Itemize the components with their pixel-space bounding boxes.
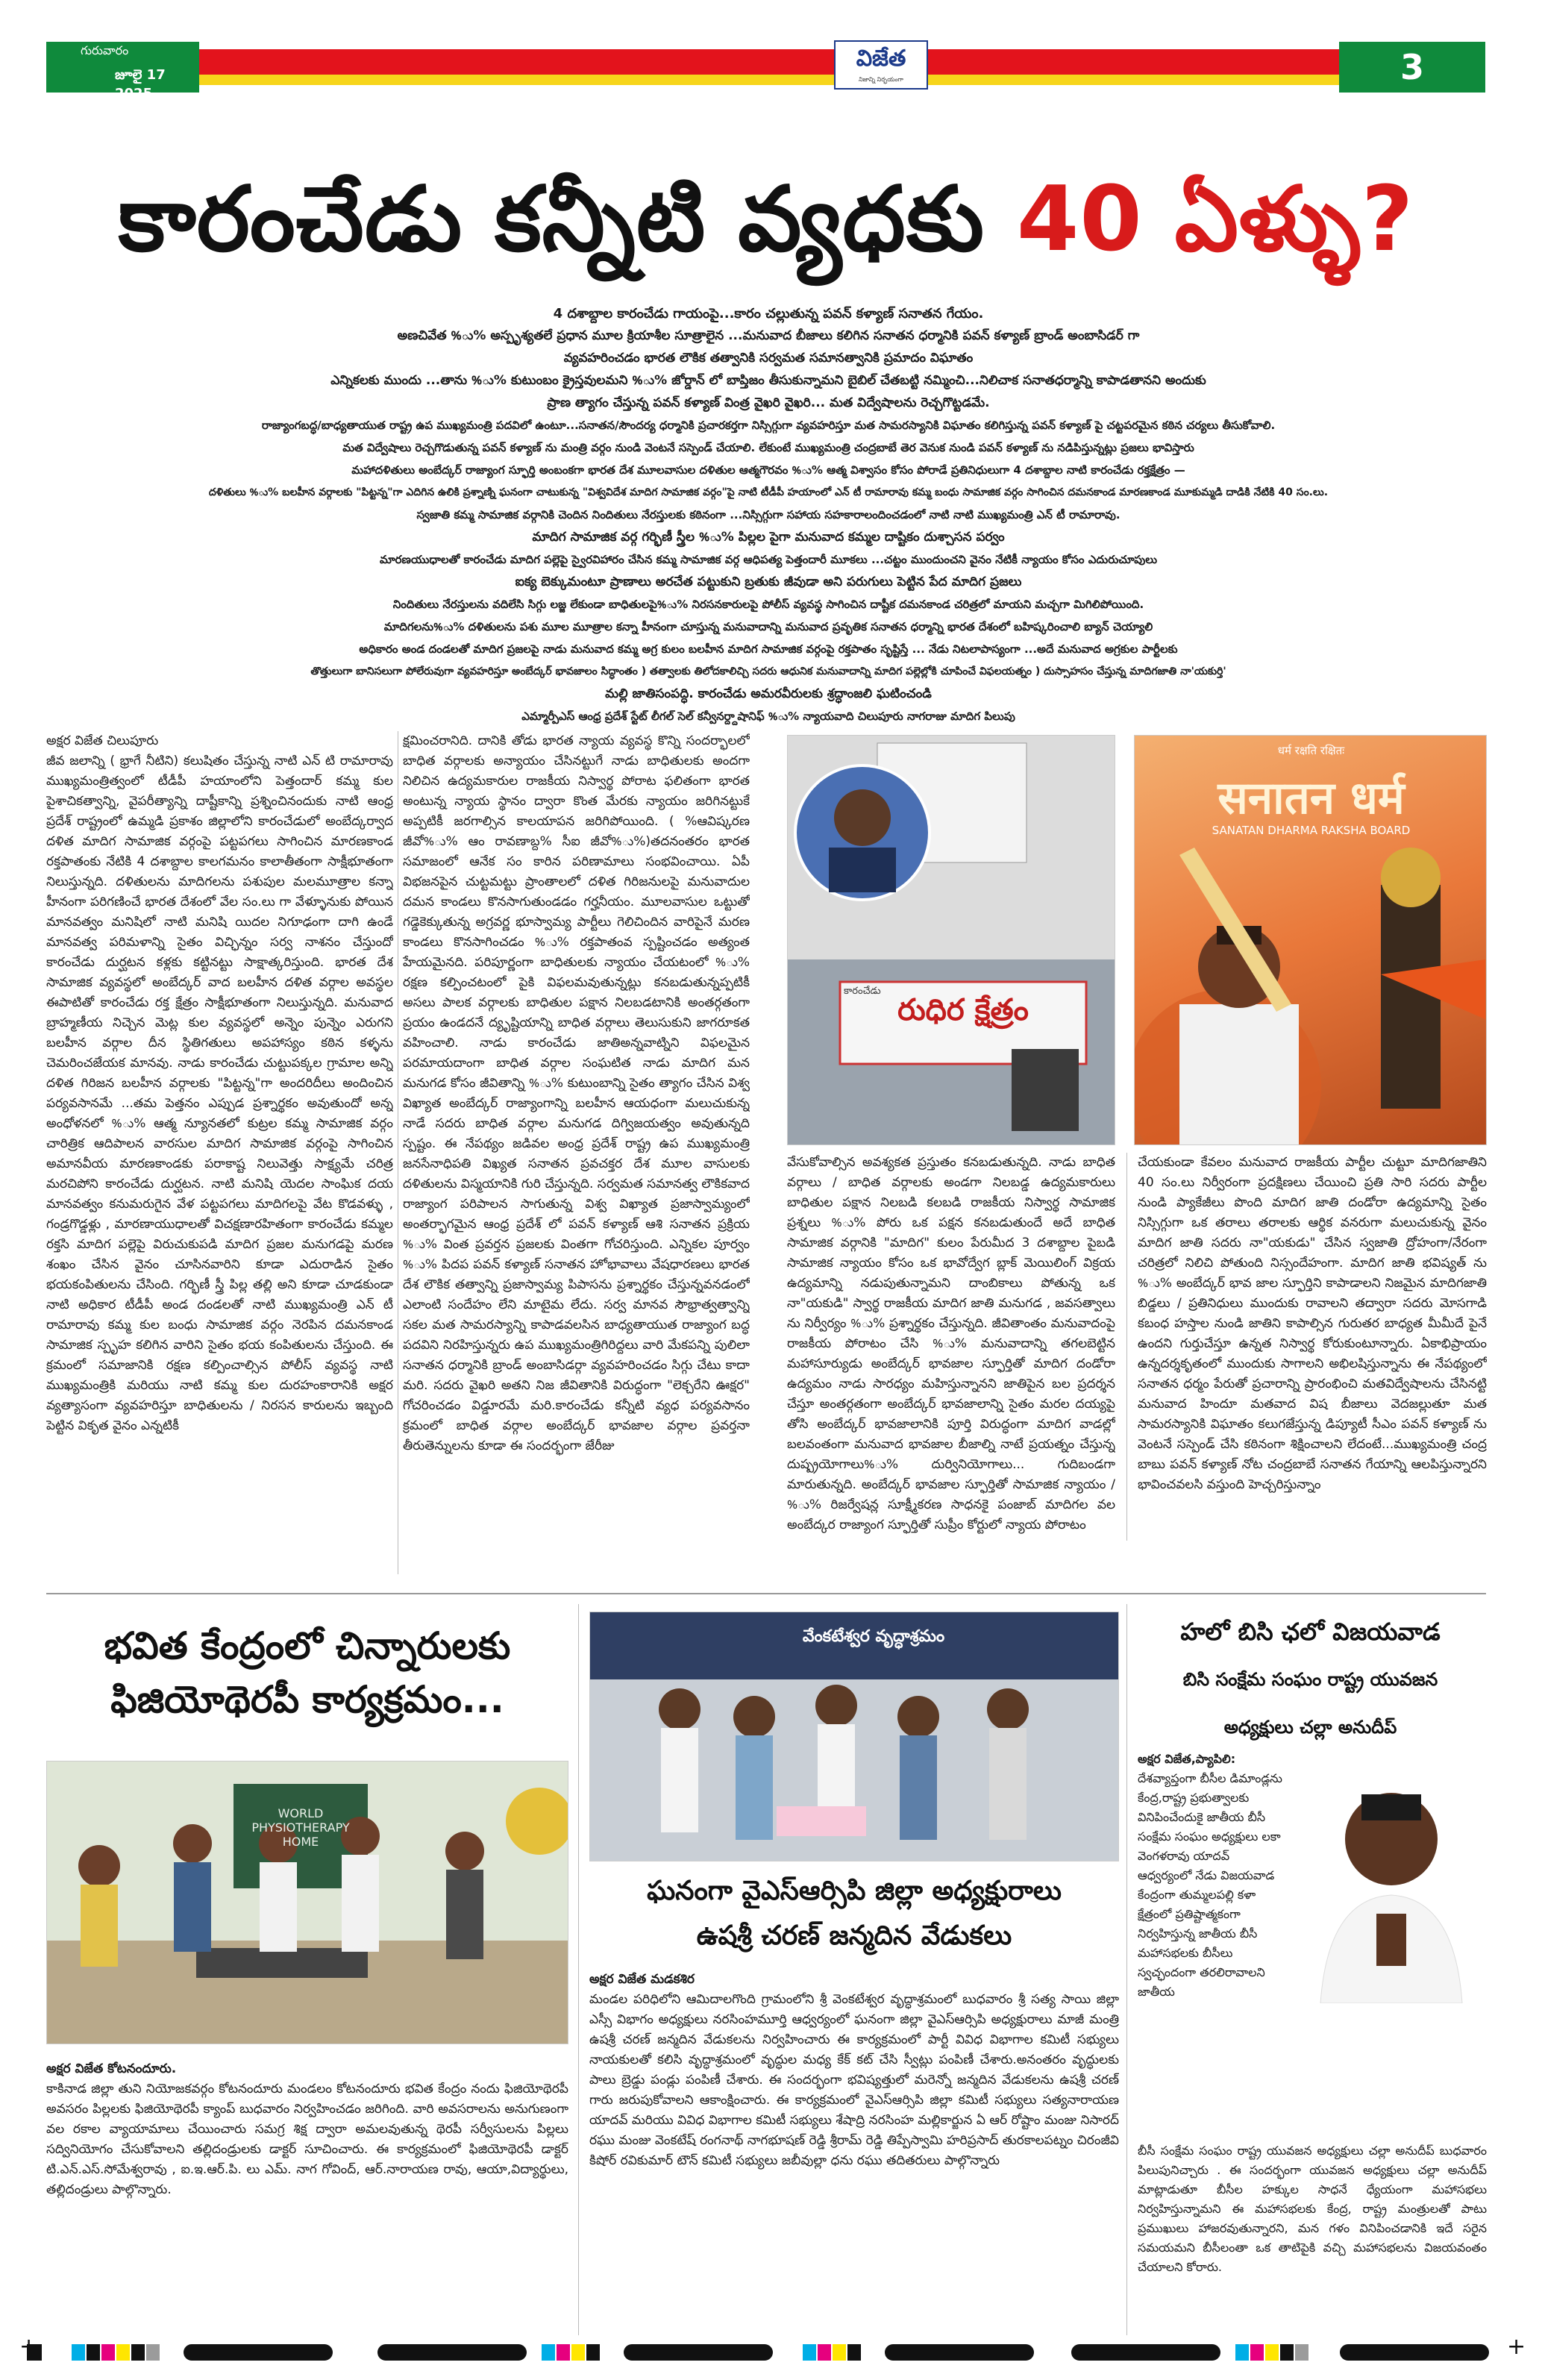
header-date-block: [46, 42, 199, 101]
main-article-col-1: అక్షర విజేత చిలుపూరు జీవ జలాన్ని ( భ్రాగే నీటిని) కలుషితం చేస్తున్న నాటి ఎన్ టి రామారావు ముఖ్యమంత్రిత్వంలో టీడీపీ హయాంలోని పెత్తందార్ కమ్మ కుల పైశాచికత్వాన్ని, వైపరీత్యాన్ని దాష్టీకాన్ని ప్రశ్నించినందుకు నాటి ఆంధ్ర ప్రదేశ్ రాష్ట్రంలో ఉమ్మడి ప్రకాశం జిల్లాలోని కారంచేడులో అంబేద్కర్వాద దళిత మాదిగ సామాజిక వర్గంపై పట్టపగలు సాగించిన మారణకాండ రక్తపాతంకు నేటికి 4 దశాబ్దాల కాలగమనం కాలాతీతంగా సాక్షీభూతంగా నిలుస్తున్నది. దళితులను మాదిగలను పశుపుల మలమూత్రాల కన్నా హీనంగా పరిగణించే భారత దేశంలో వేల సం.లు గా వేళ్ళూనుకు పోయిన మానవత్వం మనిషిలో నాటి మనిషి యిదల నిగూఢంగా దాగి ఉండే మానవత్వ పరిమళాన్ని సైతం విచ్ఛిన్నం సర్వ నాశనం చేస్తుందో కారంచేడు దుర్ఘటన కళ్లకు కట్టినట్టు సాక్షాత్కరిస్తుంది. భారత దేశ సామాజిక వ్యవస్థలో అంబేద్కర్ వాద బలహీన దళిత వర్గాల అవస్థల ఈపాటితో కారంచేడు రక్త క్షేత్రం సాక్షీభూతంగా నిలుస్తున్నది. మనువాద బ్రాహ్మణీయ నిచ్చెన మెట్ల కుల వ్యవస్థలో అన్నెం పున్నెం ఎరుగని బలహీన వర్గాల దీన స్థితిగతులు అపహాస్యం కఠిన కళ్ళను చెమరించజేయక మానవు. నాడు కారంచేడు చుట్టుపక్కల గ్రామాల అన్ని దళిత గిరిజన బలహీన వర్గాలకు "పిట్టన్న"గా అందరిదీలు అందించిన పర్యవసానమే ...తమ పెత్తనం ఎప్పుడ ప్రశ్నార్థకం అవుతుందో అన్న అంధోళనలో %ు% ఆత్మ న్యూనతలో కుట్రల కమ్మ సామాజిక వర్గం చారిత్రిక ఆదిపాలన వారసుల మాదిగ సామాజిక వర్గంపై సాగించిన అమానవీయ మారణకాండకు పరాకాష్ట నిలువెత్తు సాక్ష్యమే చరిత్ర మరచిపోని కారంచేడు దుర్ఘటన. నాటి మనిషి యెదల సాంఘిక దయ మానవత్వం కనుమరుగైన వేళ పట్టపగలు మాదిగలపై వేట కొడవళ్ళు , గండ్రగొడ్డళ్లు , మారణాయుధాలతో విచక్షణారహితంగా కారంచేడు కమ్మల రక్తసి మాదిగ పల్లెపై విరుచుకుపడి మాదిగ ప్రజల మనుగడపై మరణ శంఖం చేసిన వైనం చూసినవారిని కూడా ఎదురాడిన సైతం భయకంపితులను చేసింది. గర్భిణీ స్త్రీ పిల్ల తల్లి అని కూడా చూడకుండా నాటి అధికార టీడీపీ అండ దండలతో నాటి ముఖ్యమంత్రి ఎన్ టీ రామారావు కమ్మ కుల బంధు సామాజిక వర్గం నెరపిన దమనకాండ సామాజిక స్పృహ కలిగిన వారిని సైతం భయ కంపితులను చేస్తుంది. ఈ క్రమంలో సమాజానికి రక్షణ కల్పించాల్సిన పోలీస్ వ్యవస్థ నాటి ముఖ్యమంత్రికి మరియు నాటి కమ్మ కుల దురహంకారానికి అక్షర వ్యత్యాసంగా వ్యవహరిస్తూ బాధితులను / నిరసన కారులను ఇబ్బంది పెట్టిన వికృత వైనం ఎన్నటికీ: [46, 733, 393, 1433]
page-number: 3: [1339, 42, 1485, 93]
bc-headline-line-2: బిసి సంక్షేమ సంఘం రాష్ట్ర యువజన: [1182, 1669, 1438, 1690]
physio-headline-line-2: ఫిజియోథెరపీ కార్యక్రమం...: [110, 1678, 504, 1721]
memorial-illustration: [788, 736, 1115, 1145]
masthead-tagline: నిజాన్ని నిర్భయంగా: [859, 76, 903, 83]
bc-headline: [1134, 1608, 1487, 1751]
deck-line: వ్యవహరించడం భారత లౌకిక తత్వానికి సర్వమత సమానత్వానికి ప్రమాదం విఘాతం: [563, 351, 974, 366]
headline-black-part: కారంచేడు కన్నీటి వ్యధకు: [118, 168, 985, 272]
deck-line: అధికారం అండ దండలతో మాదిగ ప్రజలపై నాడు మనువాద కమ్మ అగ్ర కులం బలహీన మాదిగ సామాజిక వర్గంపై రక్తపాతం సృష్టిస్తే ... నేడు నిటలాపాస్యంగా ...అదే మనువాద అగ్రకుల పార్టీలకు: [359, 642, 1178, 656]
deck-line: మాదిగలను%ు% దళితులను పశు మూల మూత్రాల కన్నా హీనంగా చూస్తున్న మనువాదాన్ని మనువాద ప్రవృతిక సనాతన ధర్మాన్ని భారత దేశంలో బహిష్కరించాలి బ్యాన్ చెయ్యాలి: [383, 620, 1153, 633]
section-rule: [46, 1593, 1486, 1594]
deck-line: స్వజాతి కమ్మ సామాజిక వర్గానికి చెందిన నిందితులు నేరస్తులకు కఠినంగా ...నిస్సిగ్గుగా సహాయ సహకారాలందించడంలో నాటి నాటి ముఖ్యమంత్రి ఎన్ టీ రామారావు.: [416, 508, 1121, 522]
birthday-headline-line-2: ఉషశ్రీ చరణ్ జన్మదిన వేడుకలు: [696, 1920, 1012, 1951]
birthday-photo: [589, 1612, 1119, 1861]
deck-line: 4 దశాబ్దాల కారంచేడు గాయంపై...కారం చల్లుతున్న పవన్ కళ్యాణ్ సనాతన గేయం.: [553, 306, 984, 322]
print-registration-bar: [27, 2344, 1515, 2361]
main-article-col-4: చేయకుండా కేవలం మనువాద రాజకీయ పార్టీల చుట్టూ మాదిగజాతిని 40 సం.లు నిర్వీరంగా ప్రదక్షిణలు చేయించి ప్రతి సారి సదరు పార్టీల నుండి ప్యాకేజీలు పొంది మాదిగ జాతి దండోరా ఉద్యమాన్ని సైతం నిస్సిగ్గుగా ఒక తరాలు తరాలకు ఆర్థిక వనరుగా మలుచుకున్న వైనం మాదిగ జాతి సదరు నా"యకుడు" చేసిన స్వజాతి ద్రోహంగా/నేరంగా చరిత్రలో నిలిచి పోతుంది నిస్సందేహంగా. మాదిగ జాతి భవిష్యత్ ను %ు% అంబేద్కర్ భావ జాల స్ఫూర్తిని కాపాడాలని నిజమైన మాదిగజాతి బిడ్డలు / ప్రతినిధులు ముందుకు రావాలని తద్వారా సదరు మోసగాడి కబంధ హస్తాల నుండి జాతిని కాపాల్సిన గురుతర బాధ్యత మీమీదే పైనే ఉందని గుర్తుచేస్తూ ఉన్నత నిస్వార్థ కోరుకుంటూన్నారు. ఏకాభిప్రాయం ఉన్నదర్శకృతంలో ముందుకు సాగాలని అభిలషిస్తున్నాను ఈ నేపథ్యంలో సనాతన ధర్మం పేరుతో ప్రచారాన్ని ప్రారంభించి మతవిద్వేషాలను చేసినట్టి మనువాద హిందూ మతవాద విష బీజాలు వెదజల్లుతూ మత సామరస్యానికి విఘాతం కలుగజేస్తున్న డిప్యూటీ సీఎం పవన్ కళ్యాణ్ ను వెంటనే సస్పెండ్ చేసి కఠినంగా శిక్షించాలని లేదంటే...ముఖ్యమంత్రి చంద్ర బాబు పవన్ కళ్యాణ్ నోట చంద్రబాబే సనాతన గేయాన్ని ఆలపిస్తున్నారని భావించవలసి వస్తుంది హెచ్చరిస్తున్నాం: [1138, 1155, 1487, 1492]
deck-line: మాదిగ సామాజిక వర్గ గర్భిణీ స్త్రీల %ు% పిల్లల పైగా మనువాద కమ్మల దాష్టికం దుశ్చాసన పర్వం: [532, 530, 1005, 545]
main-article-col-2: క్షమించరానిది. దానికి తోడు భారత న్యాయ వ్యవస్థ కొన్ని సందర్భాలలో బాధిత వర్గాలకు అన్యాయం చేసినట్టుగే నాడు బాధితులకు అందగా నిలిచిన ఉద్యమకారుల రాజకీయ నిస్వార్థ పోరాట ఫలితంగా భారత అంటున్న న్యాయ స్థానం ద్వారా కొంత మేరకు న్యాయం జరిగినట్టుకే అప్పటికీ జరగాల్సిన కాలయాపన జరిగిపోయింది. ( %ఆవిష్కరణ జీవో%ు% ఆం రావణాబ్ద% సీఐ జీవో%ు%)తదనంతరం భారత సమాజంలో ఆనేక సం కారిన పరిణామాలు సంభవించాయి. ఏపీ విభజనపైన చుట్టమట్టు ప్రాంతాలలో దళిత గిరిజనులపై మనువాదుల దమన కాండలు కొనసాగుతుండడం గర్హనీయం. మూలవాసుల ఒట్టుతో గడ్డెకెక్కుతున్న అగ్రవర్ణ భూస్వామ్య పార్టీలు గెలిచిందిన వారిపైనే మరణ కాండలు కొనసాగించడం %ు% రక్తపాతంవ స్పష్టించడం అత్యంత హేయమైనది. పరిపూర్ణంగా బాధితులకు న్యాయం చేయటంలో %ు% రక్షణ కల్పించటంలో పైకి విఫలమవుతున్నట్లు కనబడుతున్నప్పటికీ అసలు పాలక వర్గాలకు బాధితుల పక్షాన నిలబడటానికి అంతర్గతంగా ప్రయం ఉండదనే ద్యృష్టియాన్ని బాధిత వర్గాలు తెలుసుకుని జాగరూకత వహించాలి. నాడు కారంచేడు జాతిఅన్నవాట్నిని విఫలమైన పరమాయదాంగా బాధిత వర్గాల సంఘటిత నాడు మాదిగ మన మనుగడ కోసం జీవితాన్ని %ు% కుటుంబాన్ని సైతం త్యాగం చేసిన విశ్వ విఖ్యాత అంబేద్కర్ రాజ్యాంగాన్ని బలహీన ఆయధంగా మలుచుకున్న నాడే సదరు బాధిత వర్గాల మనుగడ దిగ్విజయత్వం అవుతున్నది స్పష్టం. ఈ నేపథ్యం జడివల అంధ్ర ప్రదేశ్ రాష్ట్ర ఉప ముఖ్యమంత్రి జనసేనాధిపతి విఖ్యత సనాతన ప్రవచక్తర దేశ మూల వాసులకు దళితులను విస్మయానికి గురి చేస్తున్నది. సర్వమత సమానత్వ లౌకికవాద రాజ్యాంగ పరిపాలన సాగుతున్న విశ్వ విఖ్యాత ప్రజాస్వామ్యంలో అంతర్భాగమైన ఆంధ్ర ప్రదేశ్ లో పవన్ కళ్యాణ్ ఆశి సనాతన ప్రక్రియ %ు% వింత ప్రవర్తన ప్రజలకు వింతగా గోచరిస్తుంది. ఎన్నికల పూర్వం %ు% పిదప పవన్ కళ్యాణ్ సనాతన హోభావాలు వేషధారణలు భారత దేశ లౌకిక తత్వాన్ని ప్రజాస్వామ్య పిపాసను ప్రశ్నార్థకం చేస్తున్నవనడంలో ఎలాంటి సందేహం లేని మాటైమ లేదు. సర్వ మానవ సౌభ్రాత్వత్వాన్ని సకల మత సామరస్యాన్ని కాపాడవలసిన బాధ్యతాయుత రాజ్యాంగ బద్ధ పదవిని నిరహిస్తున్నరు ఉప ముఖ్యమంత్రిగిరిద్దలు వారి మేకపన్ని పులిలా సనాతన ధర్మానికి బ్రాండ్ అంబాసిడర్గా వ్యవహరించడం సిగ్గు చేటు కాదా మరి. సదరు వైఖరి అతని నిజ జీవితానికి విరుద్ధంగా "లెక్చరేని ఊక్షర" గోచరించడం విడ్డూరమే మరి.కారంచేడు కన్నీటి వ్యధ పర్యవసానం క్రమంలో బాధిత వర్గాల అంబేద్కర్ భావజాల వర్గాల ప్రవర్తనా తీరుతెన్నులను కూడా ఈ సందర్భంగా జేరీజు: [403, 733, 750, 1453]
header-yellow-band: [199, 75, 1339, 85]
header-red-band: [199, 49, 1339, 75]
physio-photo: [46, 1761, 568, 2044]
bc-side-body: [1138, 1750, 1283, 2138]
physio-illustration: [47, 1761, 568, 2044]
column-rule: [1126, 1604, 1127, 2335]
physio-headline: [46, 1619, 568, 1726]
sanatan-top-line: धर्म रक्षति रक्षितः: [1277, 744, 1345, 757]
column-rule: [578, 1604, 579, 2335]
main-headline: [46, 153, 1486, 287]
classroom-board-text: WORLD PHYSIOTHERAPY HOME: [251, 1806, 350, 1849]
birthday-text: మండల పరిధిలోని ఆమిదాలగొంది గ్రామంలోని శ్రీ వెంకటేశ్వర వృద్ధాశ్రమంలో బుధవారం శ్రీ సత్య సాయి జిల్లా ఎస్సీ విభాగం అధ్యక్షులు నరసింహమూర్తి ఆధ్వర్యంలో ఘనంగా జిల్లా వైఎస్ఆర్సిపి అధ్యక్షురాలు మాజీ మంత్రి ఉషశ్రీ చరణ్ జన్మదిన వేడుకలను నిర్వహించారు ఈ కార్యక్రమంలో పార్టీ వివిధ విభాగాల కమిటీ సభ్యులు నాయకులతో కలిసి వృద్ధాశ్రమంలో వృద్ధుల మధ్య కేక్ కట్ చేసి స్వీట్లు పంపిణీ చేశారు.అనంతరం వృద్ధులకు పాలు బ్రెడ్డు పండ్లు పంపిణీ చేశారు. ఈ సందర్భంగా భవిష్యత్తులో మరెన్నో జన్మదిన వేడుకలను ఉషశ్రీ చరణ్ గారు జరుపుకోవాలని ఆకాంక్షించారు. ఈ కార్యక్రమంలో వైఎస్ఆర్సిపి జిల్లా కమిటీ సభ్యులు సత్యనారాయణ యాదవ్ మరియు వివిధ విభాగాల కమిటీ సభ్యులు శేషాద్రి నరసింహ మల్లికార్జున ఏ ఆర్ రోష్టాం మంజు నిసారద్ రఘు మంజు వెంకటేష్ రంగనాథ్ నాగభూషణ్ రెడ్డి శ్రీరామ్ రెడ్డి తిప్పేస్వామి హరిప్రసాద్ తురకాలపట్నం చిరంజీవి కిషోర్ రవికుమార్ టౌన్ కమిటీ సభ్యులు జబీవుల్లా ధను రఘు తదితరులు పాల్గొన్నారు: [589, 1992, 1119, 2168]
physio-dateline: అక్షర విజేత కోటనందూరు.: [46, 2061, 177, 2076]
main-article-col-3: వేసుకోవాల్సిన అవశ్యకత ప్రస్తుతం కనబడుతున్నది. నాడు బాధిత వర్గాలు / బాధిత వర్గాలకు అండగా నిలబడ్డ ఉద్యమకారులు బాధితుల పక్షాన నిలబడి కలబడి రాజకీయ నిస్వార్థ సామాజిక ప్రశ్నలు %ు% పోరు ఒక పక్షన కనబడుతుందే అదే బాధిత సామాజిక వర్గానికి "మాదిగ" కులం పేరుమీద 3 దశాబ్దాల పైబడి సామాజిక న్యాయం కోసం ఒక భావోద్వేగ బ్లాక్ మెయిలింగ్ విక్రయ ఉద్యమాన్ని నడుపుతున్నామని దాంబికాలు పోతున్న ఒక నా"యకుడి" స్వార్థ రాజకీయ మాదిగ జాతి మనుగడ , జవసత్వాలు ను నిర్వీర్యం %ు% ప్రశ్నార్థకం చేస్తున్నది. జీవితాంతం మనువాదంపై రాజకీయ పోరాటం చేసి %ు% మనువాదాన్ని తగలబెట్టిన మహాసూర్యుడు అంబేద్కర్ భావజాల స్ఫూర్తితో మాదిగ దండోరా ఉద్యమం నాడు సారధ్యం మహిస్తున్నానని జాతిపైన బల ప్రదర్శన చేస్తూ అంతర్గతంగా అంబేద్కర్ భావజాలాన్ని సైతం మరల దయ్యపై తోసి అంబేద్కర్ భావజాలానికి పూర్తి విరుద్ధంగా మాదిగ వాడల్లో బలవంతంగా మనువాద భావజాల బీజాల్ని నాటే ప్రయత్నం చేస్తున్న దుష్ప్రయోగాలు%ు% దుర్వినియోగాలు... గుదిబండగా మారుతున్నది. అంబేద్కర్ భావజాల స్ఫూర్తితో సామాజిక న్యాయం / %ు% రిజర్వేషన్ల సూక్ష్మీకరణ సాధనకై పంజాబ్ మాదిగల వల అంబేద్కర రాజ్యాంగ స్ఫూర్తితో సుప్రీం కోర్టులో న్యాయ పోరాటం: [787, 1155, 1115, 1532]
deck-line: మారణయుధాలతో కారంచేడు మాదిగ పల్లెపై స్వైరవిహారం చేసిన కమ్మ సామాజిక వర్గ ఆధిపత్య పెత్తందారీ మూకలు ...చట్టం ముందుంచని వైనం నేటికీ న్యాయం కోసం ఎదురుచూపులు: [379, 553, 1158, 566]
header-color-bar: [199, 49, 1339, 85]
sanatan-subtitle: SANATAN DHARMA RAKSHA BOARD: [1212, 824, 1411, 837]
sanatan-title: सनातन धर्म: [1217, 772, 1405, 824]
masthead-logo: [834, 40, 928, 90]
bc-leader-photo: [1298, 1757, 1485, 2003]
physio-body: [46, 2059, 568, 2335]
deck-line: దళితులు %ు% బలహీన వర్గాలకు "పిట్టన్న"గా ఎదిగిన ఉలికి ప్రశ్నాణ్ని ఘనంగా చాటుకున్న "విశ్వవిదేశ మాదిగ సామాజిక వర్గం"పై నాటి టీడీపీ హయాంలో ఎన్ టీ రామారావు కమ్మ బంధు సామాజిక వర్గం సాగించిన దమనకాండ మారణకాండ మూకుమ్మడి దాడికి నేటికి 40 సం.లు.: [208, 486, 1329, 498]
bc-dateline: అక్షర విజేత,ప్యాపిలి:: [1138, 1752, 1236, 1766]
deck-line: ఎమ్మార్పీఎస్ ఆంధ్ర ప్రదేశ్ స్టేట్ లీగల్ సెల్ కన్వీనర్ద్దాషానిఫ్ %ు% న్యాయవాది చిలుపూరు నాగరాజు మాదిగ పిలుపు: [521, 710, 1015, 723]
deck-line: ఎన్నికలకు ముందు ...తాను %ు% కుటుంబం క్రైస్తవులమని %ు% జోర్డాన్ లో బాప్తిజం తీసుకున్నామని బైబిల్ చేతబట్టి నమ్మించి...నిలిచాక సనాతధర్మాన్ని కాపాడతానని అందుకు: [330, 373, 1206, 388]
birthday-headline-line-1: ఘనంగా వైఎస్ఆర్సిపి జిల్లా అధ్యక్షురాలు: [647, 1876, 1062, 1906]
physio-text: కాకినాడ జిల్లా తుని నియోజకవర్గం కోటనందూరు మండలం కోటనందూరు భవిత కేంద్రం నందు ఫిజియోథెరపీ అవసరం పిల్లలకు ఫిజియోథెరపీ క్యాంప్ బుధవారం నిర్వహించడం జరిగింది. వారి అవసరాలను అనుగుణంగా వల రకాల వ్యాయామాలు చేయించారు సమగ్ర శిక్ష ద్వారా అమలవుతున్న థెరపీ సర్వీసులను పిల్లలు సద్వినియోగం చేసుకోవాలని తల్లిదండ్రులకు డాక్టర్ సూచించారు. ఈ కార్యక్రమంలో ఫిజియోథెరపీ డాక్టర్ టి.ఎన్.ఎస్.సోమేశ్వరావు , ఐ.ఇ.ఆర్.పి. లు ఎమ్. నాగ గోవింద్, ఆర్.నారాయణ రావు, ఆయా,విద్యార్థులు, తల్లిదండ్రులు పాల్గొన్నారు.: [46, 2082, 568, 2197]
bc-main-body: బీసీ సంక్షేమ సంఘం రాష్ట్ర యువజన అధ్యక్షులు చల్లా అనుదీప్ బుధవారం పిలుపునిచ్చారు . ఈ సందర్భంగా యువజన అధ్యక్షులు చల్లా అనుదీప్ మాట్లాడుతూ బీసీల హక్కుల సాధనే ధ్యేయంగా మహాసభలు నిర్వహిస్తున్నామని ఈ మహాసభలకు కేంద్ర, రాష్ట్ర మంత్రులతో పాటు ప్రముఖులు హాజరవుతున్నారని, మన గళం వినిపించడానికి ఇదే సరైన సమయమని బీసీలంతా ఒక తాటిపైకి వచ్చి మహాసభలను విజయవంతం చేయాలని కోరారు.: [1138, 2143, 1487, 2274]
physio-headline-line-1: భవిత కేంద్రంలో చిన్నారులకు: [104, 1624, 511, 1667]
masthead-title: విజేత: [856, 46, 906, 72]
birthday-dateline: అక్షర విజేత మడకశిర: [589, 1972, 695, 1987]
memorial-sign: కారంచేడు: [844, 986, 881, 997]
deck-line: రాజ్యాంగబద్ధ/బాధ్యతాయుత రాష్ట్ర ఉప ముఖ్యమంత్రి పదవిలో ఉంటూ...సనాతన/సౌందర్య ధర్మానికి ప్రచారకర్తగా నిస్సిగ్గుగా వ్యవహరిస్తూ మత సామరస్యానికి విఘాతం కలిగిస్తున్న పవన్ కళ్యాణ్ పై చట్టపరమైన కఠిన చర్యలు తీసుకోవాలి.: [261, 419, 1276, 432]
leader-portrait: [1298, 1757, 1485, 2003]
header-date: జూలై 17 2025: [115, 67, 166, 101]
deck-line: మత విద్వేషాలు రెచ్చగొడుతున్న పవన్ కళ్యాణ్ ను మంత్రి వర్గం నుండి వెంటనే సస్పెండ్ చేయాలి. లేకుంటే ముఖ్యమంత్రి చంద్రబాబే తెర వెనుక నుండి పవన్ కళ్యాణ్ ను నడిపిస్తున్నట్లు ప్రజలు భావిస్తారు: [342, 441, 1194, 454]
deck-line: మహాదళితులు అంబేద్కర్ రాజ్యాంగ స్ఫూర్తి అంబంకగా భారత దేశ మూలవాసుల దళితుల ఆత్మగౌరవం %ు% ఆత్మ విశ్వాసం కోసం పోరాడే ప్రతినిధులుగా 4 దశాబ్దాల నాటి కారంచేడు రక్తక్షేత్రం —: [351, 463, 1185, 477]
memorial-photo: [787, 735, 1115, 1145]
old-age-home-sign: వేంకటేశ్వర వృద్ధాశ్రమం: [802, 1627, 945, 1646]
deck-line: నిందితులు నేరస్తులను వదిలేసి సిగ్గు లజ్జ లేకుండా బాధితులపై%ు% నిరసనకారులపై పోలీస్ వ్యవస్థ సాగించిన దాష్టీక దమనకాండ చరిత్రలో మాయని మచ్చగా మిగిలిపోయింది.: [392, 598, 1144, 611]
bc-side-text: దేశవ్యాప్తంగా బీసీల డిమాండ్లను కేంద్ర,రాష్ట్ర ప్రభుత్వాలకు వినిపించేందుకై జాతీయ బీసీ సంక్షేమ సంఘం అధ్యక్షులు లకా వెంగళరావు యాదవ్ ఆధ్వర్యంలో నేడు విజయవాడ కేంద్రంగా తుమ్మలపల్లి కళా క్షేత్రంలో ప్రతిష్టాత్మకంగా నిర్వహిస్తున్న జాతీయ బీసీ మహాసభలకు బీసీలు స్వచ్ఛందంగా తరలిరావాలని జాతీయ: [1138, 1771, 1282, 1999]
headline-red-part: 40 ఏళ్ళు?: [1016, 168, 1414, 272]
deck-line: తొత్తులుగా బానిసలుగా పోలేరువుగా వ్యవహరిస్తూ అంబేద్కర్ భావజాలం సిద్ధాంతం ) తత్వాలకు తిలోదకాలిచ్చి సదరు ఆధునిక మనువాదాన్ని మాదిగ పల్లెల్లోకి చూపించే విఫలయత్నం ) దుస్సాహసం చేస్తున్న మాదిగజాతి నా'యకుర్తి': [310, 666, 1226, 677]
memorial-label: రుధిర క్షేత్రం: [897, 993, 1029, 1027]
birthday-headline: [589, 1869, 1119, 1958]
birthday-illustration: [590, 1612, 1119, 1861]
column-rule: [1126, 1153, 1127, 1541]
deck-line: మల్లి జాతిసంపద్ధి. కారంచేడు అమరవీరులకు శ్రద్ధాంజలి ఘటించండి: [605, 686, 932, 701]
crop-mark-icon: +: [1507, 2334, 1526, 2360]
deck-line: ఐక్య బెక్కుమంటూ ప్రాణాలు అరచేత పట్టుకుని బ్రతుకు జీవుడా అని పరుగులు పెట్టిన పేద మాదిగ ప్రజలు: [515, 574, 1022, 589]
deck-line: ప్రాణ త్యాగం చేస్తున్న పవన్ కళ్యాణ్ వింత్ర వైఖరి వైఖరి... మత విద్వేషాలను రెచ్చగొట్టడమే.: [547, 395, 990, 410]
sanatan-poster-photo: [1134, 735, 1487, 1145]
deck-line: అణచివేత %ు% అస్పృశ్యతలే ప్రధాన మూల క్రియాశీల సూత్రాలైన ...మనువాద బీజాలు కలిగిన సనాతన ధర్మానికి పవన్ కళ్యాణ్ బ్రాండ్ అంబాసిడర్ గా: [397, 328, 1140, 343]
headline-decks: [82, 306, 1455, 731]
header-day: గురువారం: [81, 43, 129, 57]
birthday-body: [589, 1970, 1119, 2335]
crop-mark-icon: +: [19, 2334, 39, 2360]
bc-headline-line-3: అధ్యక్షులు చల్లా అనుదీప్: [1223, 1717, 1397, 1738]
bc-headline-line-1: హలో బిసి ఛలో విజయవాడ: [1180, 1618, 1441, 1646]
